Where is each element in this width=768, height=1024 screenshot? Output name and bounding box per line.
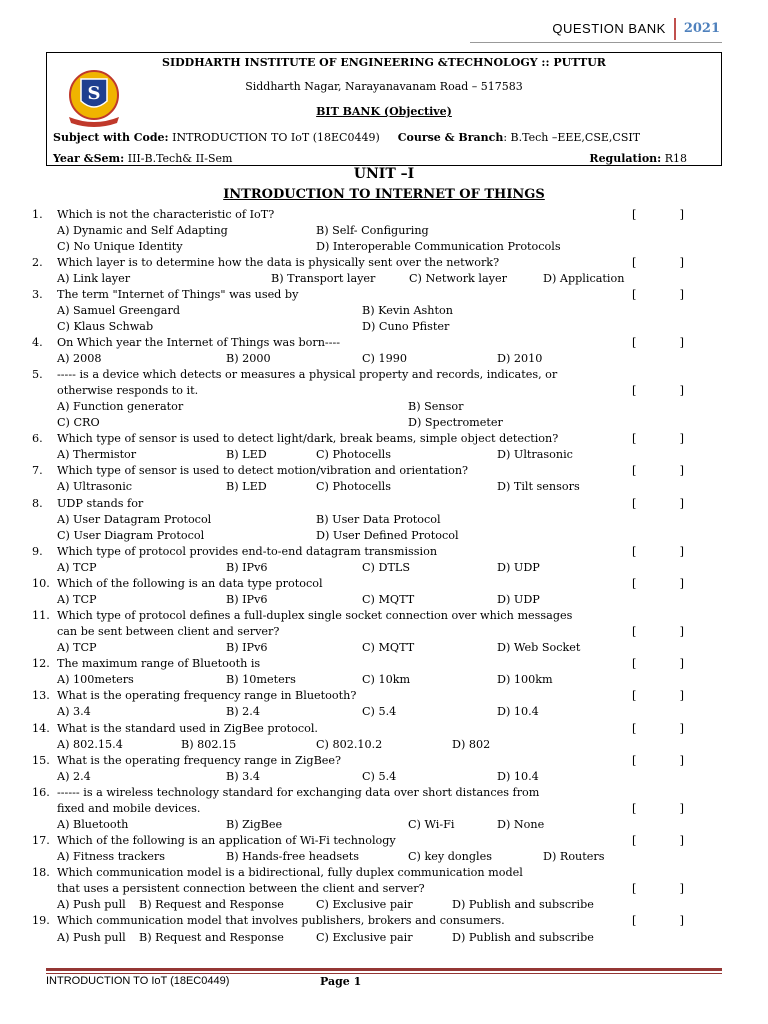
question-text: The term "Internet of Things" was used by bbox=[57, 288, 299, 301]
subject-label: Subject with Code: bbox=[53, 131, 169, 144]
subject-line bbox=[53, 131, 640, 144]
answer-option: A) TCP bbox=[57, 593, 97, 606]
year-value: III-B.Tech& II-Sem bbox=[124, 152, 233, 165]
answer-option: D) 10.4 bbox=[497, 705, 539, 718]
question-text-continued: that uses a persistent connection between the client and server? bbox=[57, 882, 425, 895]
svg-text:S: S bbox=[87, 83, 101, 104]
answer-option: C) CRO bbox=[57, 416, 100, 429]
bracket-open: [ bbox=[632, 754, 637, 767]
answer-option: A) Link layer bbox=[57, 272, 131, 285]
bracket-close: ] bbox=[679, 464, 684, 477]
bracket-open: [ bbox=[632, 802, 637, 815]
answer-option: C) Wi-Fi bbox=[408, 818, 455, 831]
answer-option: B) LED bbox=[226, 448, 267, 461]
question-text: Which communication model that involves publishers, brokers and consumers. bbox=[57, 914, 505, 927]
institute-name: SIDDHARTH INSTITUTE OF ENGINEERING &TECHNOLOGY :: PUTTUR bbox=[162, 56, 606, 69]
answer-option: B) LED bbox=[226, 480, 267, 493]
year-label: Year &Sem: bbox=[53, 152, 125, 165]
answer-bracket bbox=[632, 432, 684, 446]
answer-option: D) 802 bbox=[452, 738, 491, 751]
answer-option: C) Exclusive pair bbox=[316, 898, 413, 911]
bracket-close: ] bbox=[679, 336, 684, 349]
answer-bracket bbox=[632, 497, 684, 511]
footer-subject: INTRODUCTION TO IoT (18EC0449) bbox=[46, 975, 230, 987]
bracket-close: ] bbox=[679, 625, 684, 638]
answer-option: C) MQTT bbox=[362, 593, 415, 606]
question-text: Which of the following is an application of Wi-Fi technology bbox=[57, 834, 396, 847]
question-number: 1. bbox=[32, 208, 43, 221]
answer-option: D) Ultrasonic bbox=[497, 448, 573, 461]
answer-bracket bbox=[632, 336, 684, 350]
header-year: 2021 bbox=[683, 21, 720, 36]
answer-option: C) No Unique Identity bbox=[57, 240, 183, 253]
page-header bbox=[552, 16, 768, 42]
question-text-continued: otherwise responds to it. bbox=[57, 384, 199, 397]
question-number: 2. bbox=[32, 256, 43, 269]
answer-option: B) 10meters bbox=[226, 673, 296, 686]
answer-option: B) IPv6 bbox=[226, 641, 268, 654]
answer-option: A) Dynamic and Self Adapting bbox=[57, 224, 228, 237]
question-text: Which layer is to determine how the data is physically sent over the network? bbox=[57, 256, 500, 269]
answer-option: C) 10km bbox=[362, 673, 411, 686]
answer-bracket bbox=[632, 288, 684, 302]
answer-option: C) 5.4 bbox=[362, 705, 397, 718]
bracket-close: ] bbox=[679, 497, 684, 510]
institute-header-box bbox=[46, 52, 722, 166]
question-number: 19. bbox=[32, 914, 50, 927]
answer-option: B) Self- Configuring bbox=[316, 224, 429, 237]
bracket-open: [ bbox=[632, 384, 637, 397]
answer-option: D) 2010 bbox=[497, 352, 543, 365]
answer-bracket bbox=[632, 802, 684, 816]
bracket-close: ] bbox=[679, 577, 684, 590]
bracket-open: [ bbox=[632, 208, 637, 221]
answer-option: B) 2.4 bbox=[226, 705, 260, 718]
answer-option: D) UDP bbox=[497, 561, 540, 574]
question-text: Which of the following is an data type protocol bbox=[57, 577, 323, 590]
answer-option: C) 5.4 bbox=[362, 770, 397, 783]
bracket-close: ] bbox=[679, 256, 684, 269]
answer-bracket bbox=[632, 545, 684, 559]
answer-option: C) Exclusive pair bbox=[316, 931, 413, 944]
answer-option: B) 2000 bbox=[226, 352, 271, 365]
answer-bracket bbox=[632, 577, 684, 591]
question-text: Which type of sensor is used to detect light/dark, break beams, simple object detection? bbox=[57, 432, 559, 445]
question-text: UDP stands for bbox=[57, 497, 144, 510]
answer-bracket bbox=[632, 625, 684, 639]
answer-bracket bbox=[632, 689, 684, 703]
answer-option: B) IPv6 bbox=[226, 561, 268, 574]
question-number: 12. bbox=[32, 657, 50, 670]
question-number: 4. bbox=[32, 336, 43, 349]
answer-option: B) IPv6 bbox=[226, 593, 268, 606]
bracket-open: [ bbox=[632, 722, 637, 735]
answer-option: D) Web Socket bbox=[497, 641, 581, 654]
subject-value: INTRODUCTION TO IoT (18EC0449) bbox=[168, 131, 380, 144]
bracket-open: [ bbox=[632, 625, 637, 638]
question-text: Which type of protocol provides end-to-end datagram transmission bbox=[57, 545, 438, 558]
answer-option: A) 2.4 bbox=[57, 770, 91, 783]
answer-option: B) Request and Response bbox=[139, 931, 284, 944]
header-divider bbox=[470, 42, 722, 43]
bracket-open: [ bbox=[632, 882, 637, 895]
answer-option: D) None bbox=[497, 818, 545, 831]
bracket-open: [ bbox=[632, 689, 637, 702]
answer-option: B) Sensor bbox=[408, 400, 464, 413]
bracket-open: [ bbox=[632, 657, 637, 670]
answer-option: A) Function generator bbox=[57, 400, 184, 413]
bracket-close: ] bbox=[679, 722, 684, 735]
question-number: 11. bbox=[32, 609, 50, 622]
answer-bracket bbox=[632, 464, 684, 478]
answer-bracket bbox=[632, 914, 684, 928]
answer-option: A) Bluetooth bbox=[57, 818, 129, 831]
bracket-close: ] bbox=[679, 208, 684, 221]
footer-divider-thin bbox=[46, 973, 722, 974]
answer-option: A) TCP bbox=[57, 641, 97, 654]
bracket-open: [ bbox=[632, 545, 637, 558]
answer-option: A) Push pull bbox=[57, 898, 126, 911]
question-number: 6. bbox=[32, 432, 43, 445]
footer-page-number: Page 1 bbox=[320, 975, 362, 988]
course-value: : B.Tech –EEE,CSE,CSIT bbox=[503, 131, 641, 144]
answer-bracket bbox=[632, 256, 684, 270]
bracket-close: ] bbox=[679, 432, 684, 445]
bracket-open: [ bbox=[632, 914, 637, 927]
question-number: 8. bbox=[32, 497, 43, 510]
answer-option: B) 802.15 bbox=[181, 738, 237, 751]
regulation-value: R18 bbox=[661, 152, 687, 165]
bracket-open: [ bbox=[632, 256, 637, 269]
unit-label: UNIT –I bbox=[353, 166, 415, 182]
year-sem-line bbox=[53, 152, 232, 165]
answer-option: D) Cuno Pfister bbox=[362, 320, 450, 333]
institute-logo-icon bbox=[57, 67, 131, 131]
question-number: 16. bbox=[32, 786, 50, 799]
question-text-continued: fixed and mobile devices. bbox=[57, 802, 201, 815]
answer-option: B) Request and Response bbox=[139, 898, 284, 911]
answer-bracket bbox=[632, 657, 684, 671]
answer-option: A) 100meters bbox=[57, 673, 134, 686]
answer-option: C) 1990 bbox=[362, 352, 407, 365]
answer-option: C) User Diagram Protocol bbox=[57, 529, 205, 542]
answer-option: D) Spectrometer bbox=[408, 416, 503, 429]
answer-option: B) Kevin Ashton bbox=[362, 304, 453, 317]
question-number: 10. bbox=[32, 577, 50, 590]
question-number: 9. bbox=[32, 545, 43, 558]
question-text: Which type of protocol defines a full-duplex single socket connection over which messages bbox=[57, 609, 573, 622]
question-number: 7. bbox=[32, 464, 43, 477]
answer-option: A) Fitness trackers bbox=[57, 850, 165, 863]
question-text: Which type of sensor is used to detect motion/vibration and orientation? bbox=[57, 464, 469, 477]
footer-divider-thick bbox=[46, 968, 722, 971]
bracket-close: ] bbox=[679, 882, 684, 895]
course-label: Course & Branch bbox=[397, 131, 504, 144]
answer-option: A) Samuel Greengard bbox=[57, 304, 180, 317]
answer-bracket bbox=[632, 384, 684, 398]
answer-bracket bbox=[632, 754, 684, 768]
question-text: What is the operating frequency range in ZigBee? bbox=[57, 754, 342, 767]
bracket-close: ] bbox=[679, 834, 684, 847]
regulation-label: Regulation: bbox=[589, 152, 662, 165]
bracket-close: ] bbox=[679, 914, 684, 927]
answer-option: A) 3.4 bbox=[57, 705, 91, 718]
answer-option: D) 100km bbox=[497, 673, 553, 686]
unit-title: INTRODUCTION TO INTERNET OF THINGS bbox=[223, 187, 545, 202]
question-text-continued: can be sent between client and server? bbox=[57, 625, 280, 638]
question-text: ----- is a device which detects or measures a physical property and records, indicates, or bbox=[57, 368, 558, 381]
question-number: 5. bbox=[32, 368, 43, 381]
question-number: 17. bbox=[32, 834, 50, 847]
bracket-close: ] bbox=[679, 545, 684, 558]
answer-option: D) Publish and subscribe bbox=[452, 898, 594, 911]
answer-option: D) UDP bbox=[497, 593, 540, 606]
question-text: Which communication model is a bidirectional, fully duplex communication model bbox=[57, 866, 523, 879]
regulation-line bbox=[589, 152, 687, 165]
question-text: ------ is a wireless technology standard for exchanging data over short distances from bbox=[57, 786, 540, 799]
question-number: 14. bbox=[32, 722, 50, 735]
document-title: BIT BANK (Objective) bbox=[316, 105, 452, 118]
bracket-open: [ bbox=[632, 288, 637, 301]
answer-option: D) Tilt sensors bbox=[497, 480, 580, 493]
answer-option: A) 2008 bbox=[57, 352, 102, 365]
answer-option: B) ZigBee bbox=[226, 818, 283, 831]
bracket-open: [ bbox=[632, 432, 637, 445]
bracket-open: [ bbox=[632, 497, 637, 510]
answer-option: A) Ultrasonic bbox=[57, 480, 133, 493]
answer-option: A) User Datagram Protocol bbox=[57, 513, 212, 526]
bracket-close: ] bbox=[679, 384, 684, 397]
bracket-open: [ bbox=[632, 834, 637, 847]
answer-bracket bbox=[632, 834, 684, 848]
answer-option: C) DTLS bbox=[362, 561, 411, 574]
bracket-open: [ bbox=[632, 336, 637, 349]
question-number: 15. bbox=[32, 754, 50, 767]
bracket-close: ] bbox=[679, 754, 684, 767]
answer-option: B) Transport layer bbox=[271, 272, 376, 285]
answer-option: B) User Data Protocol bbox=[316, 513, 441, 526]
answer-option: D) Interoperable Communication Protocols bbox=[316, 240, 561, 253]
bracket-close: ] bbox=[679, 802, 684, 815]
answer-option: C) Network layer bbox=[409, 272, 507, 285]
bracket-close: ] bbox=[679, 689, 684, 702]
answer-option: D) 10.4 bbox=[497, 770, 539, 783]
answer-option: A) TCP bbox=[57, 561, 97, 574]
answer-option: A) Push pull bbox=[57, 931, 126, 944]
question-number: 18. bbox=[32, 866, 50, 879]
answer-option: A) 802.15.4 bbox=[57, 738, 123, 751]
answer-option: A) Thermistor bbox=[57, 448, 137, 461]
answer-bracket bbox=[632, 882, 684, 896]
header-label: QUESTION BANK bbox=[552, 18, 675, 40]
answer-option: C) Photocells bbox=[316, 480, 391, 493]
bracket-close: ] bbox=[679, 288, 684, 301]
question-number: 13. bbox=[32, 689, 50, 702]
answer-option: D) User Defined Protocol bbox=[316, 529, 459, 542]
institute-address: Siddharth Nagar, Narayanavanam Road – 517583 bbox=[245, 80, 523, 93]
answer-option: C) 802.10.2 bbox=[316, 738, 383, 751]
question-text: Which is not the characteristic of IoT? bbox=[57, 208, 275, 221]
question-text: What is the operating frequency range in Bluetooth? bbox=[57, 689, 357, 702]
answer-option: B) 3.4 bbox=[226, 770, 260, 783]
answer-option: B) Hands-free headsets bbox=[226, 850, 359, 863]
answer-bracket bbox=[632, 208, 684, 222]
answer-option: D) Publish and subscribe bbox=[452, 931, 594, 944]
question-text: The maximum range of Bluetooth is bbox=[57, 657, 261, 670]
answer-option: D) Routers bbox=[543, 850, 605, 863]
answer-bracket bbox=[632, 722, 684, 736]
question-text: What is the standard used in ZigBee protocol. bbox=[57, 722, 318, 735]
bracket-close: ] bbox=[679, 657, 684, 670]
answer-option: C) MQTT bbox=[362, 641, 415, 654]
answer-option: D) Application bbox=[543, 272, 625, 285]
bracket-open: [ bbox=[632, 464, 637, 477]
answer-option: C) Photocells bbox=[316, 448, 391, 461]
answer-option: C) key dongles bbox=[408, 850, 492, 863]
question-text: On Which year the Internet of Things was born---- bbox=[57, 336, 341, 349]
question-number: 3. bbox=[32, 288, 43, 301]
bracket-open: [ bbox=[632, 577, 637, 590]
answer-option: C) Klaus Schwab bbox=[57, 320, 154, 333]
